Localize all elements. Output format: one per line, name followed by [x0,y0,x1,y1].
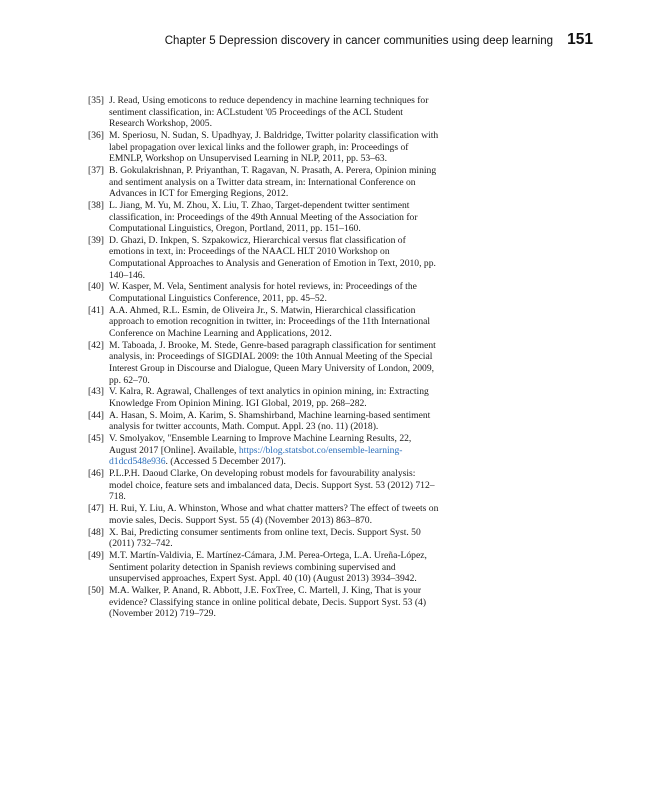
reference-text-after-link: . (Accessed 5 December 2017). [165,456,286,468]
reference-text: J. Read, Using emoticons to reduce dependency in machine learning techniques for sentiment classification, in: ACLstudent '05 Proceedings of the ACL Student Research Workshop, 2005. [109,95,429,130]
reference-36 [88,130,440,165]
reference-number: [40] [88,281,104,293]
reference-48 [88,527,440,550]
reference-46 [88,468,440,503]
reference-text: W. Kasper, M. Vela, Sentiment analysis for hotel reviews, in: Proceedings of the Computational Linguistics Conference, 2011, pp. 45–52. [109,281,417,305]
reference-37 [88,165,440,200]
reference-35 [88,95,440,130]
reference-text: L. Jiang, M. Yu, M. Zhou, X. Liu, T. Zhao, Target-dependent twitter sentiment classification, in: Proceedings of the 49th Annual Meeting of the Association for Computational Linguistics, Oregon, Portland, 2011, pp. 151–160. [109,199,418,235]
reference-number: [38] [88,199,104,211]
reference-text-before-link: V. Smolyakov, "Ensemble Learning to Improve Machine Learning Results, 22, August 2017 [Online]. Available, [109,433,412,456]
reference-number: [41] [88,304,104,316]
reference-text: M.A. Walker, P. Anand, R. Abbott, J.E. FoxTree, C. Martell, J. King, That is your evidence? Classifying stance in online political debate, Decis. Support Syst. 53 (4) (November 2012) 719–729. [109,585,427,620]
reference-text: P.L.P.H. Daoud Clarke, On developing robust models for favourability analysis: model choice, feature sets and imbalanced data, Decis. Support Syst. 53 (2012) 712–718. [109,468,435,503]
reference-number: [46] [88,468,104,480]
reference-number: [50] [88,585,104,597]
reference-text [109,433,440,468]
reference-43 [88,386,440,409]
reference-50 [88,585,440,620]
reference-49 [88,550,440,585]
reference-text: A. Hasan, S. Moim, A. Karim, S. Shamshirband, Machine learning-based sentiment analysis for twitter accounts, Math. Comput. Appl. 23 (no. 11) (2018). [109,409,431,433]
reference-39 [88,235,440,281]
reference-text: D. Ghazi, D. Inkpen, S. Szpakowicz, Hierarchical versus flat classification of emotions in text, in: Proceedings of the NAACL HLT 2010 Workshop on Computational Approaches to Analysis and Generation of Emotion in Text, 2010, pp. 140–146. [109,234,436,281]
reference-number: [35] [88,95,104,106]
reference-47 [88,503,440,526]
reference-number: [49] [88,550,104,562]
reference-40 [88,281,440,304]
reference-number: [44] [88,409,104,421]
reference-42 [88,340,440,386]
page-number: 151 [567,31,593,48]
reference-list [88,95,440,620]
reference-text: M. Speriosu, N. Sudan, S. Upadhyay, J. Baldridge, Twitter polarity classification with label propagation over lexical links and the follower graph, in: Proceedings of EMNLP, Workshop on Unsupervised Learning in NLP, 2011, pp. 53–63. [109,129,439,165]
reference-text: M.T. Martín-Valdivia, E. Martínez-Cámara, J.M. Perea-Ortega, L.A. Ureña-López, Sentiment polarity detection in Spanish reviews combining supervised and unsupervised approaches, Expert Syst. Appl. 40 (10) (August 2013) 3934–3942. [109,550,427,585]
reference-number: [43] [88,386,104,398]
reference-number: [39] [88,234,104,246]
reference-number: [45] [88,433,104,445]
reference-text: V. Kalra, R. Agrawal, Challenges of text analytics in opinion mining, in: Extracting Knowledge From Opinion Mining. IGI Global, 2019, pp. 268–282. [109,386,429,409]
reference-number: [42] [88,339,104,351]
reference-number: [48] [88,526,104,538]
reference-41 [88,305,440,340]
reference-number: [47] [88,503,104,515]
reference-number: [37] [88,164,104,176]
reference-url-link[interactable]: https://blog.statsbot.co/ensemble-learning-d1dcd548e936 [109,444,403,468]
running-title: Chapter 5 Depression discovery in cancer communities using deep learning [164,35,554,47]
reference-text: X. Bai, Predicting consumer sentiments from online text, Decis. Support Syst. 50 (2011) 732–742. [109,526,421,550]
reference-text: B. Gokulakrishnan, P. Priyanthan, T. Ragavan, N. Prasath, A. Perera, Opinion mining and sentiment analysis on a Twitter data stream, in: International Conference on Advances in ICT for Emerging Regions, 2012. [109,164,437,200]
reference-44 [88,410,440,433]
reference-38 [88,200,440,235]
reference-45 [88,433,440,468]
running-header [0,31,593,49]
reference-text: A.A. Ahmed, R.L. Esmin, de Oliveira Jr., S. Matwin, Hierarchical classification approach to emotion recognition in twitter, in: Proceedings of the 11th International Conference on Machine Learning and Applications, 2012. [109,304,431,339]
reference-text: M. Taboada, J. Brooke, M. Stede, Genre-based paragraph classification for sentiment analysis, in: Proceedings of SIGDIAL 2009: the 10th Annual Meeting of the Special Interest Group in Discourse and Dialogue, Queen Mary University of London, 2009, pp. 62–70. [109,339,436,386]
reference-number: [36] [88,129,104,141]
reference-text: H. Rui, Y. Liu, A. Whinston, Whose and what chatter matters? The effect of tweets on movie sales, Decis. Support Syst. 55 (4) (November 2013) 863–870. [109,503,439,526]
